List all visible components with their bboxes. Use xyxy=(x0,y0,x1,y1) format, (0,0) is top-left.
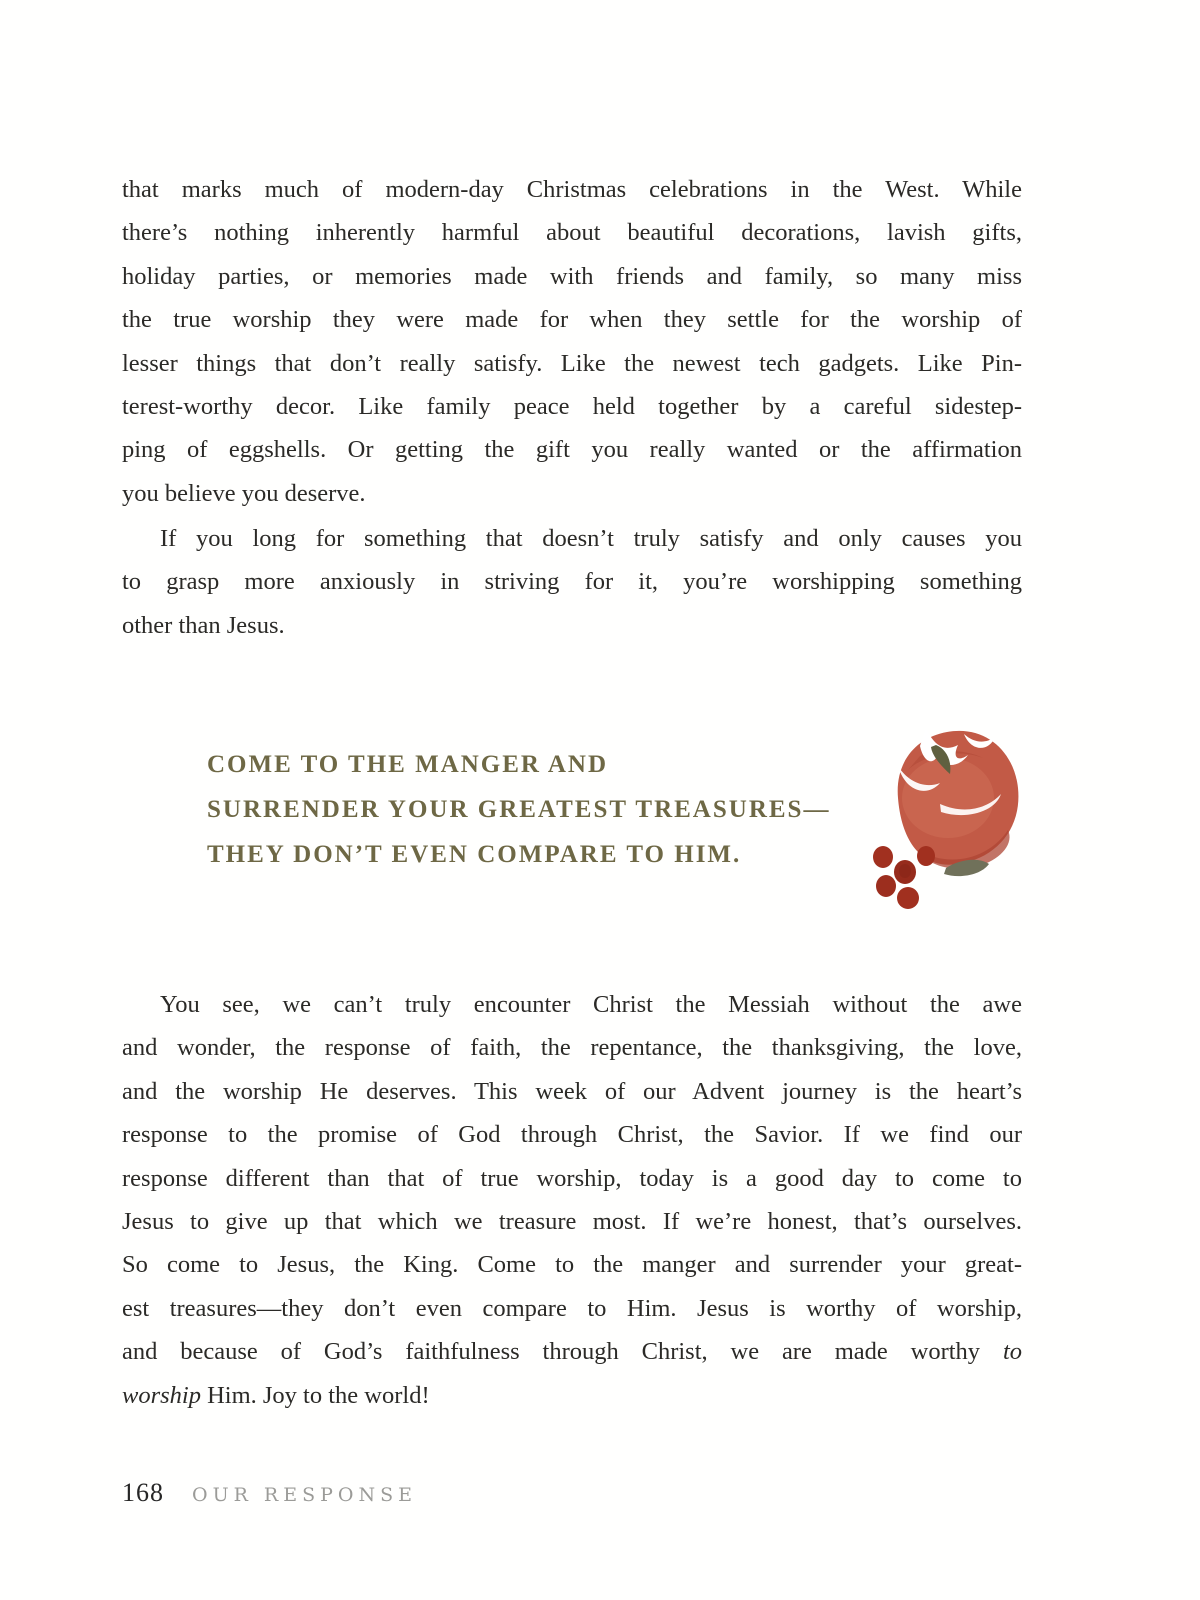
text-line xyxy=(122,1374,1022,1417)
text-line: there’s nothing inherently harmful about beautiful decorations, lavish gifts, xyxy=(122,219,1022,247)
body-paragraph-2 xyxy=(122,517,1022,647)
text-segment: Him. Joy to the world! xyxy=(200,1381,430,1409)
text-line: other than Jesus. xyxy=(122,611,285,639)
text-line: Jesus to give up that which we treasure most. If we’re honest, that’s ourselves. xyxy=(122,1208,1022,1236)
body-paragraph-1 xyxy=(122,168,1022,515)
text-line: If you long for something that doesn’t truly satisfy and only causes you xyxy=(160,525,1022,552)
pomegranate-fruit xyxy=(898,728,1019,869)
text-line: response to the promise of God through Christ, the Savior. If we find our xyxy=(122,1121,1022,1149)
text-line xyxy=(122,1330,1022,1373)
text-segment-italic: worship xyxy=(122,1381,201,1409)
text-line: and the worship He deserves. This week of our Advent journey is the heart’s xyxy=(122,1077,1022,1105)
text-line: and wonder, the response of faith, the repentance, the thanksgiving, the love, xyxy=(122,1034,1022,1062)
text-segment: and because of God’s faithfulness through Christ, we are made worthy xyxy=(122,1338,1003,1366)
text-line: lesser things that don’t really satisfy. Like the newest tech gadgets. Like Pin- xyxy=(122,349,1022,377)
pomegranate-seeds xyxy=(873,846,935,909)
text-segment-italic: to xyxy=(1002,1338,1022,1366)
text-line: you believe you deserve. xyxy=(122,479,366,507)
pull-quote-line: THEY DON’T EVEN COMPARE TO HIM. xyxy=(207,841,742,868)
running-header-our-response: OUR RESPONSE xyxy=(192,1484,417,1506)
text-line: the true worship they were made for when they settle for the worship of xyxy=(122,306,1022,334)
pull-quote-line: SURRENDER YOUR GREATEST TREASURES— xyxy=(207,796,831,823)
pomegranate-illustration xyxy=(848,700,1038,918)
text-line: est treasures—they don’t even compare to Him. Jesus is worthy of worship, xyxy=(122,1294,1022,1322)
page-number: 168 xyxy=(122,1478,164,1507)
body-paragraph-3 xyxy=(122,983,1022,1417)
text-line: that marks much of modern-day Christmas celebrations in the West. While xyxy=(122,176,1022,203)
text-line: response different than that of true worship, today is a good day to come to xyxy=(122,1164,1022,1192)
text-line: So come to Jesus, the King. Come to the manger and surrender your great- xyxy=(122,1251,1022,1279)
text-line: ping of eggshells. Or getting the gift you really wanted or the affirmation xyxy=(122,436,1022,464)
pull-quote-line: COME TO THE MANGER AND xyxy=(207,751,608,778)
page-footer xyxy=(122,1478,417,1508)
text-line: You see, we can’t truly encounter Christ the Messiah without the awe xyxy=(160,991,1022,1018)
pull-quote xyxy=(207,742,830,877)
text-line: terest-worthy decor. Like family peace held together by a careful sidestep- xyxy=(122,393,1022,421)
text-line: holiday parties, or memories made with friends and family, so many miss xyxy=(122,262,1022,290)
text-line: to grasp more anxiously in striving for it, you’re worshipping something xyxy=(122,568,1022,596)
